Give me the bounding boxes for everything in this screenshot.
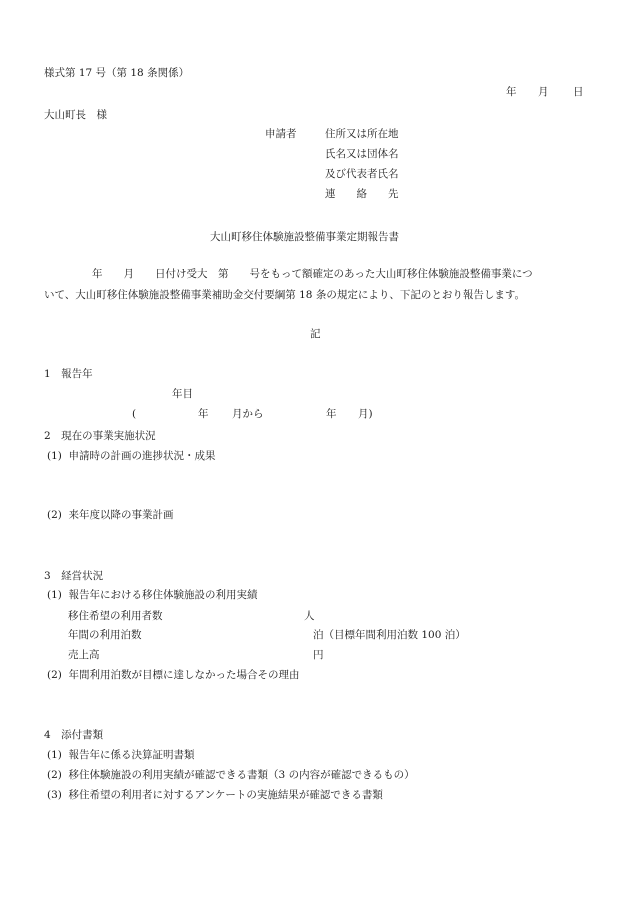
- section-3-heading: 3 経営状況: [44, 570, 104, 582]
- section-3-item-2: (2) 年間利用泊数が目標に達しなかった場合その理由: [47, 669, 300, 681]
- section-2-item-2: (2) 来年度以降の事業計画: [47, 509, 174, 521]
- period-to-month: 月): [358, 408, 373, 420]
- body-paragraph-line-1: 年 月 日付け受大 第 号をもって額確定のあった大山町移住体験施設整備事業につ: [92, 268, 533, 280]
- section-3-item-1: (1) 報告年における移住体験施設の利用実績: [47, 589, 258, 601]
- visitor-count-unit: 人: [304, 610, 315, 622]
- period-from-month: 月から: [232, 408, 264, 420]
- section-2-item-1: (1) 申請時の計画の進捗状況・成果: [47, 450, 216, 462]
- section-2-heading: 2 現在の事業実施状況: [44, 430, 156, 442]
- annual-nights-label: 年間の利用泊数: [68, 629, 142, 641]
- period-paren-open: (: [132, 408, 137, 420]
- sales-unit: 円: [313, 649, 324, 661]
- applicant-representative-label: 及び代表者氏名: [325, 168, 399, 180]
- applicant-contact-label: 連 絡 先: [325, 188, 399, 200]
- report-year-label: 年目: [172, 388, 193, 400]
- applicant-label: 申請者: [265, 128, 297, 140]
- ki-heading: 記: [310, 328, 321, 340]
- date-day-label: 日: [573, 86, 584, 98]
- section-4-item-3: (3) 移住希望の利用者に対するアンケートの実施結果が確認できる書類: [47, 789, 383, 801]
- period-to-year: 年: [326, 408, 337, 420]
- section-1-heading: 1 報告年: [44, 368, 93, 380]
- date-month-label: 月: [538, 86, 549, 98]
- visitor-count-label: 移住希望の利用者数: [68, 610, 163, 622]
- section-4-heading: 4 添付書類: [44, 729, 104, 741]
- form-number: 様式第 17 号（第 18 条関係）: [44, 67, 190, 79]
- document-title: 大山町移住体験施設整備事業定期報告書: [210, 231, 399, 243]
- date-year-label: 年: [506, 86, 517, 98]
- annual-nights-unit: 泊（目標年間利用泊数 100 泊）: [313, 629, 466, 641]
- period-from-year: 年: [198, 408, 209, 420]
- section-4-item-1: (1) 報告年に係る決算証明書類: [47, 749, 195, 761]
- sales-label: 売上高: [68, 649, 100, 661]
- section-4-item-2: (2) 移住体験施設の利用実績が確認できる書類（3 の内容が確認できるもの）: [47, 769, 415, 781]
- body-paragraph-line-2: いて、大山町移住体験施設整備事業補助金交付要綱第 18 条の規定により、下記のとおり報告します。: [44, 289, 525, 301]
- addressee: 大山町長 様: [44, 109, 107, 121]
- applicant-name-label: 氏名又は団体名: [325, 148, 399, 160]
- applicant-address-label: 住所又は所在地: [325, 128, 399, 140]
